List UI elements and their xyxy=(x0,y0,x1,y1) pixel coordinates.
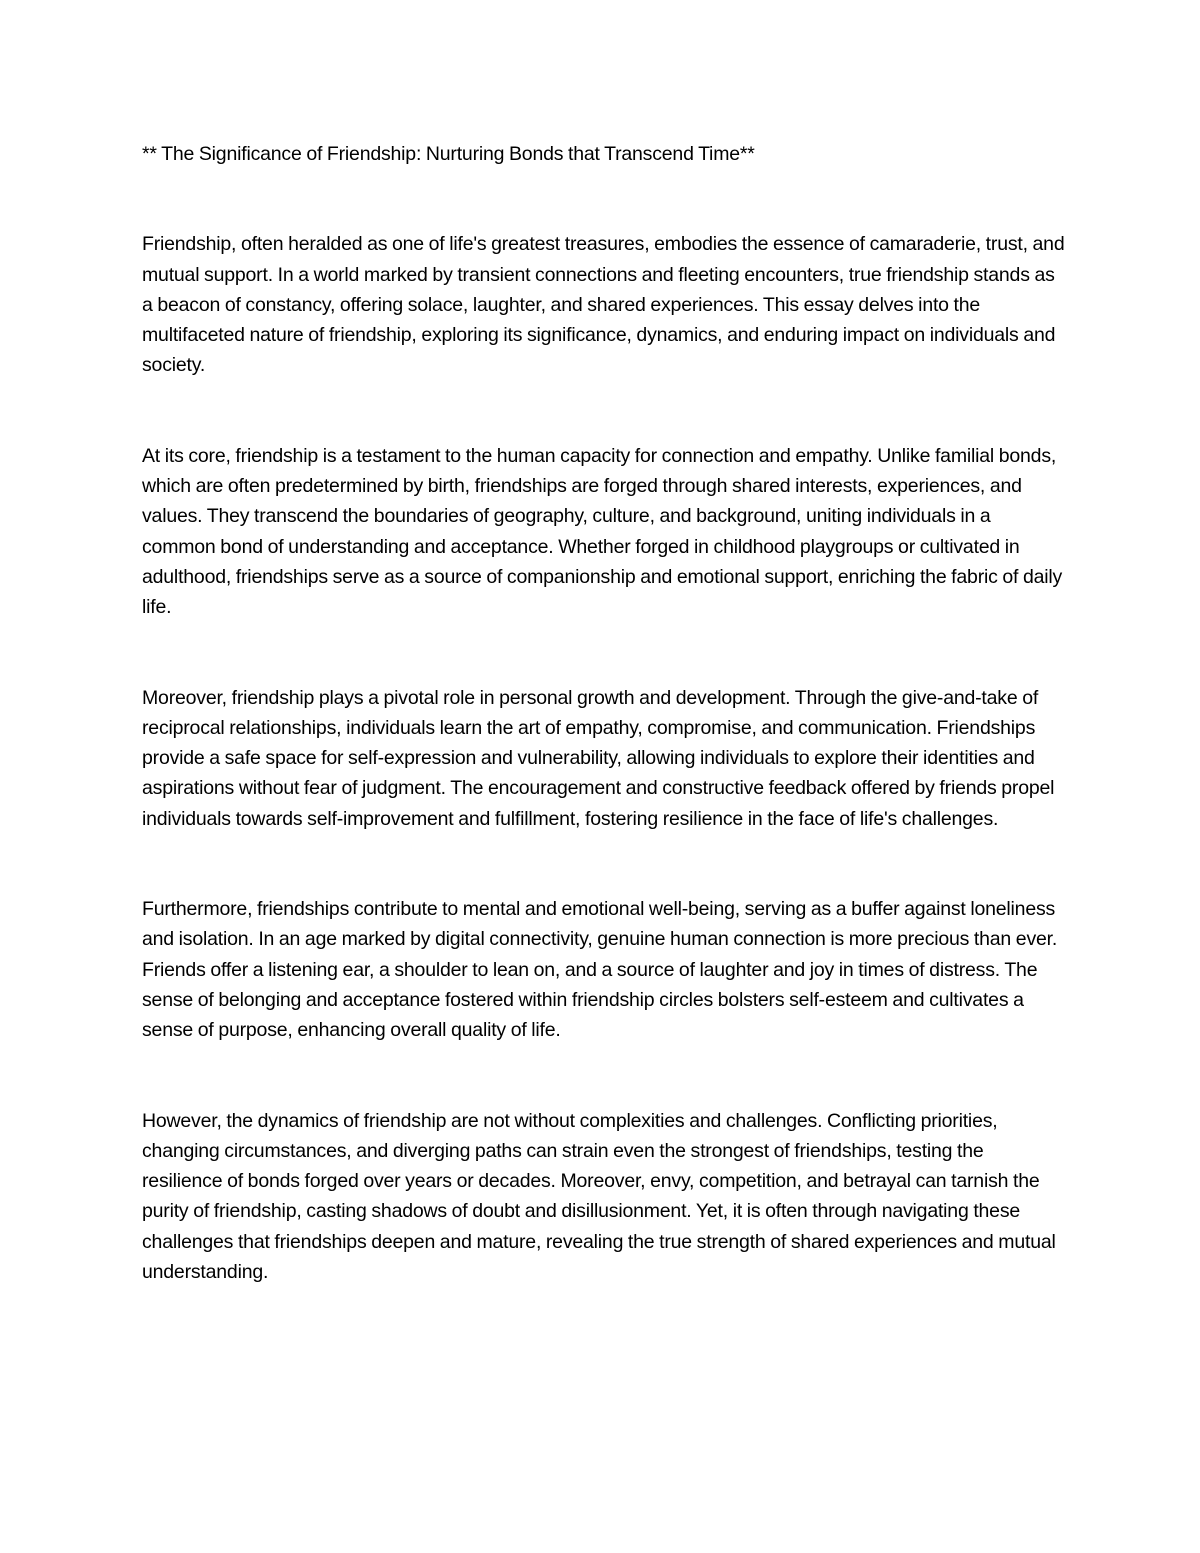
paragraph-wellbeing: Furthermore, friendships contribute to mental and emotional well-being, serving as a buffer against loneliness and isolation. In an age marked by digital connectivity, genuine human connection is more precious than ever. Friends offer a listening ear, a shoulder to lean on, and a source of laughter and joy in times of distress. The sense of belonging and acceptance fostered within friendship circles bolsters self-esteem and cultivates a sense of purpose, enhancing overall quality of life. xyxy=(142,898,1058,1042)
spacer xyxy=(142,834,1067,894)
paragraph-intro: Friendship, often heralded as one of life's greatest treasures, embodies the essence of camaraderie, trust, and mutual support. In a world marked by transient connections and fleeting encounters, true friendship stands as a beacon of constancy, offering solace, laughter, and shared experiences. This essay delves into the multifaceted nature of friendship, exploring its significance, dynamics, and enduring impact on individuals and society. xyxy=(142,233,1065,377)
document-title: ** The Significance of Friendship: Nurturing Bonds that Transcend Time** xyxy=(142,143,755,165)
spacer xyxy=(142,623,1067,683)
spacer xyxy=(142,169,1067,229)
paragraph-growth: Moreover, friendship plays a pivotal role in personal growth and development. Through the give-and-take of reciprocal relationships, individuals learn the art of empathy, compromise, and communication. Friendships provide a safe space for self-expression and vulnerability, allowing individuals to explore their identities and aspirations without fear of judgment. The encouragement and constructive feedback offered by friends propel individuals towards self-improvement and fulfillment, fostering resilience in the face of life's challenges. xyxy=(142,686,1055,830)
spacer xyxy=(142,381,1067,441)
paragraph-core: At its core, friendship is a testament to the human capacity for connection and empathy. Unlike familial bonds, which are often predetermined by birth, friendships are forged through shared interests, experiences, and values. They transcend the boundaries of geography, culture, and background, uniting individuals in a common bond of understanding and acceptance. Whether forged in childhood playgroups or cultivated in adulthood, friendships serve as a source of companionship and emotional support, enriching the fabric of daily life. xyxy=(142,444,1063,619)
document-body xyxy=(142,139,1067,1287)
spacer xyxy=(142,1046,1067,1106)
paragraph-challenges: However, the dynamics of friendship are not without complexities and challenges. Conflicting priorities, changing circumstances, and diverging paths can strain even the strongest of friendships, testing the resilience of bonds forged over years or decades. Moreover, envy, competition, and betrayal can tarnish the purity of friendship, casting shadows of doubt and disillusionment. Yet, it is often through navigating these challenges that friendships deepen and mature, revealing the true strength of shared experiences and mutual understanding. xyxy=(142,1109,1056,1284)
